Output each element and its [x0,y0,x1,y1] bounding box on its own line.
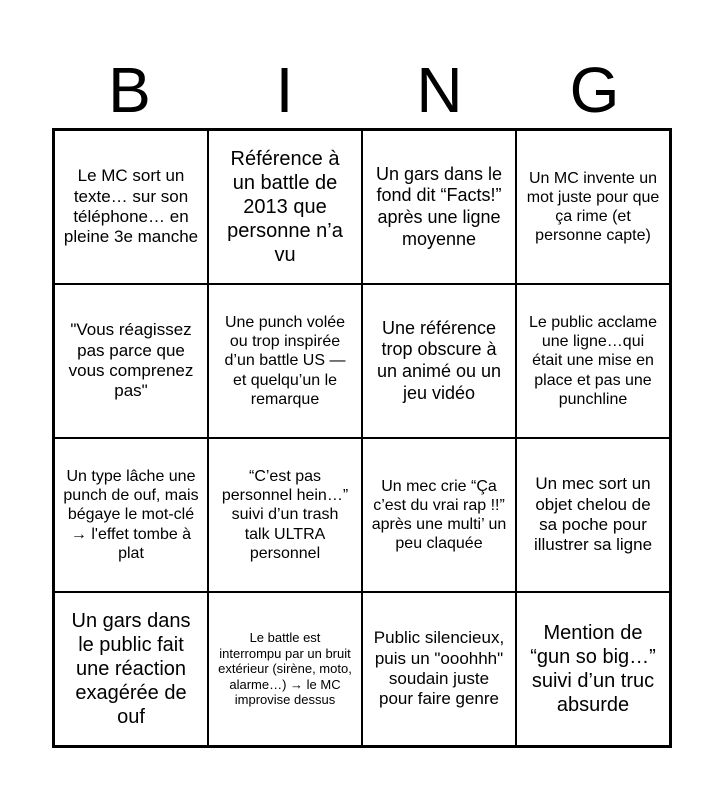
bingo-board [52,128,672,748]
cell-text: Le battle est interrompu par un bruit extérieur (sirène, moto, alarme…) → le MC improvise dessus [218,630,352,708]
cell-text: Un type lâche une punch de ouf, mais bégaye le mot-clé → l'effet tombe à plat [63,468,199,562]
bingo-cell[interactable] [362,130,516,284]
header-letter-n: N [416,54,463,126]
cell-text: Le MC sort un texte… sur son téléphone… en pleine 3e manche [63,166,199,247]
bingo-cell[interactable] [362,438,516,592]
cell-text: "Vous réagissez pas parce que vous comprenez pas" [68,320,194,401]
cell-text: Le public acclame une ligne…qui était une mise en place et pas une punchline [528,314,658,408]
bingo-cell[interactable] [516,130,670,284]
cell-text: Un mec sort un objet chelou de sa poche pour illustrer sa ligne [533,474,653,555]
cell-text: Un mec crie “Ça c’est du vrai rap !!” après une multi’ un peu claquée [371,477,507,553]
header-letter-i: I [275,54,294,126]
bingo-header [52,50,672,130]
bingo-cell[interactable] [208,284,362,438]
cell-text: Mention de “gun so big…” suivi d’un truc absurde [530,622,656,716]
bingo-cell[interactable] [54,592,208,746]
cell-text: Un gars dans le public fait une réaction exagérée de ouf [71,610,191,728]
bingo-cell[interactable] [54,438,208,592]
header-letter-b: B [108,54,151,126]
bingo-cell[interactable] [54,130,208,284]
bingo-cell[interactable] [208,592,362,746]
cell-text: Une punch volée ou trop inspirée d’un battle US — et quelqu’un le remarque [224,314,346,408]
cell-text: Un MC invente un mot juste pour que ça rime (et personne capte) [526,169,660,245]
bingo-cell[interactable] [208,130,362,284]
cell-text: Public silencieux, puis un "ooohhh" soudain juste pour faire genre [373,628,505,709]
cell-text: Un gars dans le fond dit “Facts!” après une ligne moyenne [375,163,503,249]
cell-text: Une référence trop obscure à un animé ou un jeu vidéo [376,317,502,403]
bingo-cell[interactable] [362,592,516,746]
bingo-cell[interactable] [516,592,670,746]
bingo-cell[interactable] [54,284,208,438]
bingo-cell[interactable] [516,438,670,592]
cell-text: “C’est pas personnel hein…” suivi d’un trash talk ULTRA personnel [221,468,349,562]
cell-text: Référence à un battle de 2013 que personne n’a vu [227,148,343,266]
bingo-cell[interactable] [516,284,670,438]
header-letter-g: G [569,54,620,126]
bingo-cell[interactable] [362,284,516,438]
bingo-cell[interactable] [208,438,362,592]
